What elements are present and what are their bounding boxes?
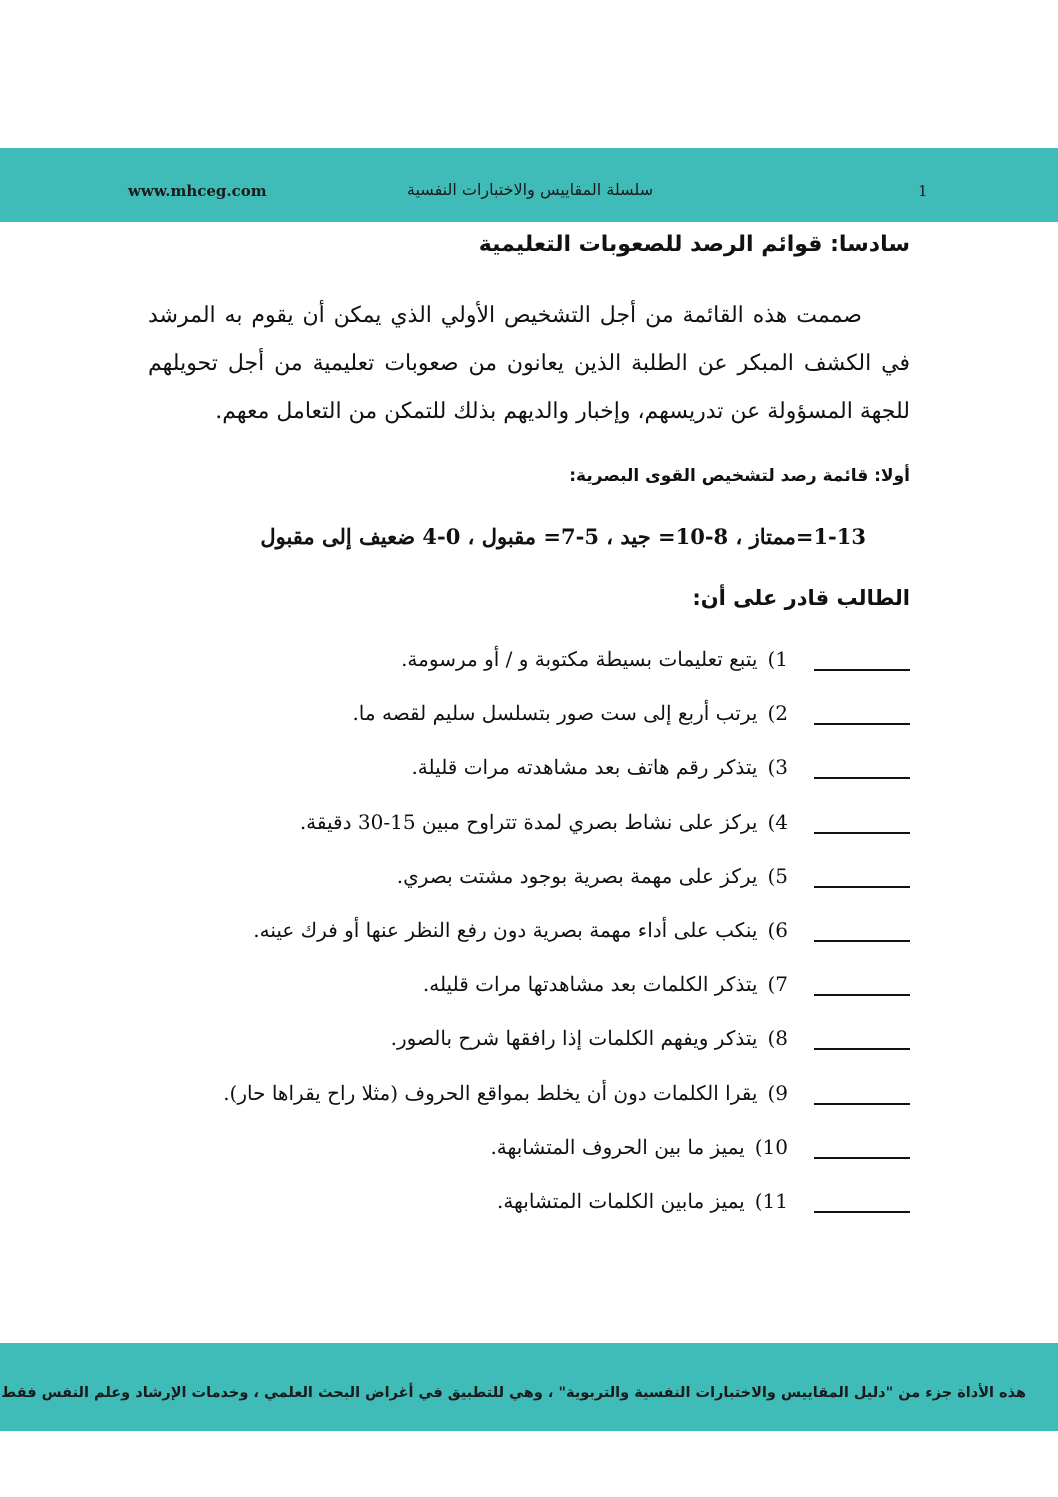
checklist-item <box>10 1011 910 1065</box>
item-text: يميز مابين الكلمات المتشابهة. <box>496 1188 745 1213</box>
checklist-lead: الطالب قادر على أن: <box>692 586 910 610</box>
footer-note: هذه الأداة جزء من "دليل المقاييس والاختبارات النفسية والتربوية" ، وهي للتطبيق في أغراض البحث العلمي ، وخدمات الإرشاد وعلم النفس فقط <box>1 1385 1026 1401</box>
checklist-item <box>10 1120 910 1174</box>
checklist-item <box>10 686 910 740</box>
rating-scale: 1-13=ممتاز ، 8-10= جيد ، 5-7= مقبول ، 0-4 ضعيف إلى مقبول <box>260 524 866 549</box>
checklist-item <box>10 1174 910 1228</box>
page-number: 1 <box>918 182 928 200</box>
item-text: يتذكر ويفهم الكلمات إذا رافقها شرح بالصور. <box>390 1026 758 1051</box>
answer-blank[interactable] <box>814 1189 910 1213</box>
item-number: 3) <box>767 755 788 780</box>
answer-blank[interactable] <box>814 918 910 942</box>
item-number: 4) <box>767 809 788 834</box>
answer-blank[interactable] <box>814 864 910 888</box>
answer-blank[interactable] <box>814 755 910 779</box>
checklist-item <box>10 849 910 903</box>
section-title: سادسا: قوائم الرصد للصعوبات التعليمية <box>478 232 910 257</box>
checklist-item <box>10 1066 910 1120</box>
header-website: www.mhceg.com <box>128 182 267 200</box>
item-number: 9) <box>767 1080 788 1105</box>
answer-blank[interactable] <box>814 701 910 725</box>
item-text: يتذكر الكلمات بعد مشاهدتها مرات قليله. <box>422 972 758 997</box>
checklist-item <box>10 632 910 686</box>
item-text: ينكب على أداء مهمة بصرية دون رفع النظر عنها أو فرك عينه. <box>253 918 758 943</box>
answer-blank[interactable] <box>814 647 910 671</box>
item-text: يميز ما بين الحروف المتشابهة. <box>490 1134 745 1159</box>
item-number: 6) <box>767 918 788 943</box>
item-text: يتذكر رقم هاتف بعد مشاهدته مرات قليلة. <box>411 755 758 780</box>
checklist-item <box>10 957 910 1011</box>
intro-paragraph: صممت هذه القائمة من أجل التشخيص الأولي الذي يمكن أن يقوم به المرشد في الكشف المبكر عن الطلبة الذين يعانون من صعوبات تعليمية من أجل تحويلهم للجهة المسؤولة عن تدريسهم، وإخبار والديهم بذلك للتمكن من التعامل معهم. <box>148 303 910 424</box>
answer-blank[interactable] <box>814 1026 910 1050</box>
checklist-item <box>10 903 910 957</box>
item-text: يقرا الكلمات دون أن يخلط بمواقع الحروف (مثلا راح يقراها حار). <box>223 1080 758 1105</box>
item-text: يركز على مهمة بصرية بوجود مشتت بصري. <box>396 863 758 888</box>
checklist-items <box>10 632 910 1228</box>
answer-blank[interactable] <box>814 810 910 834</box>
checklist-item <box>10 795 910 849</box>
item-text: يتبع تعليمات بسيطة مكتوبة و / أو مرسومة. <box>401 647 758 672</box>
item-number: 11) <box>754 1188 788 1213</box>
item-number: 7) <box>767 972 788 997</box>
item-text: يركز على نشاط بصري لمدة تتراوح مبين 15-30 دقيقة. <box>299 809 758 834</box>
item-number: 5) <box>767 863 788 888</box>
item-number: 8) <box>767 1026 788 1051</box>
item-number: 2) <box>767 701 788 726</box>
answer-blank[interactable] <box>814 1081 910 1105</box>
item-text: يرتب أربع إلى ست صور بتسلسل سليم لقصه ما. <box>352 701 758 726</box>
item-number: 1) <box>767 647 788 672</box>
item-number: 10) <box>754 1134 788 1159</box>
checklist-item <box>10 740 910 794</box>
header-series-title: سلسلة المقاييس والاختبارات النفسية <box>406 180 654 199</box>
checklist-subheading: أولا: قائمة رصد لتشخيص القوى البصرية: <box>569 466 910 486</box>
answer-blank[interactable] <box>814 1135 910 1159</box>
answer-blank[interactable] <box>814 972 910 996</box>
